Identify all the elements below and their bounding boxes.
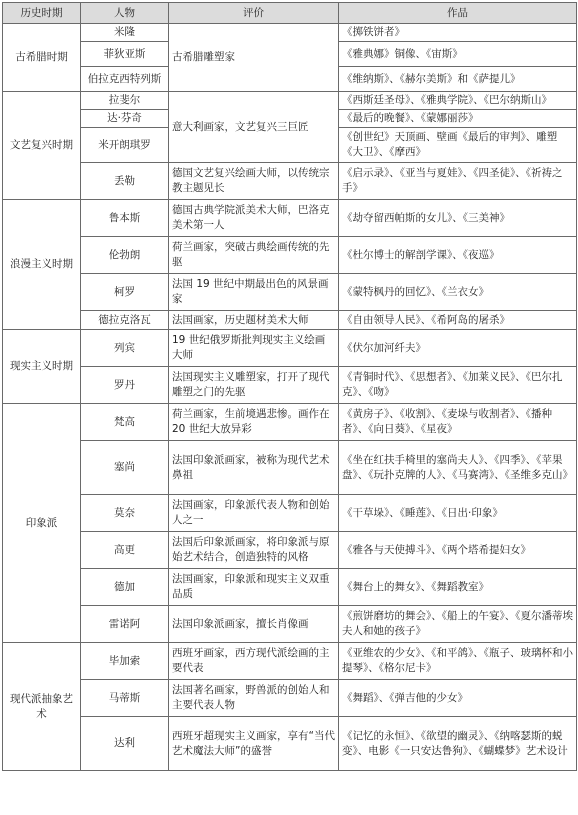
table-row [3, 367, 577, 404]
person-cell: 塞尚 [81, 441, 169, 495]
works-cell: 《维纳斯》、《赫尔美斯》和《萨提儿》 [339, 67, 577, 92]
person-cell: 米隆 [81, 24, 169, 42]
evaluation-cell: 西班牙超现实主义画家，享有“当代艺术魔法大师”的盛誉 [169, 717, 339, 771]
person-cell: 伯拉克西特列斯 [81, 67, 169, 92]
works-cell: 《雅各与天使搏斗》、《两个塔希提妇女》 [339, 532, 577, 569]
person-cell: 马蒂斯 [81, 680, 169, 717]
person-cell: 菲狄亚斯 [81, 42, 169, 67]
works-cell: 《舞蹈》、《弹吉他的少女》 [339, 680, 577, 717]
works-cell: 《最后的晚餐》、《蒙娜丽莎》 [339, 110, 577, 128]
works-cell: 《青铜时代》、《思想者》、《加莱义民》、《巴尔扎克》、《吻》 [339, 367, 577, 404]
works-cell: 《记忆的永恒》、《欲望的幽灵》、《纳喀瑟斯的蜕变》、电影《一只安达鲁狗》、《蝴蝶梦》艺术设计 [339, 717, 577, 771]
person-cell: 罗丹 [81, 367, 169, 404]
person-cell: 鲁本斯 [81, 200, 169, 237]
person-cell: 梵高 [81, 404, 169, 441]
works-cell: 《亚维农的少女》、《和平鸽》、《瓶子、玻璃杯和小提琴》、《格尔尼卡》 [339, 643, 577, 680]
table-row [3, 680, 577, 717]
person-cell: 德加 [81, 569, 169, 606]
header-works: 作品 [339, 3, 577, 24]
works-cell: 《杜尔博士的解剖学课》、《夜巡》 [339, 237, 577, 274]
works-cell: 《干草垛》、《睡莲》、《日出·印象》 [339, 495, 577, 532]
works-cell: 《蒙特枫丹的回忆》、《兰衣女》 [339, 274, 577, 311]
period-cell: 现实主义时期 [3, 330, 81, 404]
person-cell: 列宾 [81, 330, 169, 367]
table-row [3, 643, 577, 680]
table-row [3, 441, 577, 495]
evaluation-cell: 西班牙画家，西方现代派绘画的主要代表 [169, 643, 339, 680]
table-row [3, 569, 577, 606]
person-cell: 德拉克洛瓦 [81, 311, 169, 330]
evaluation-cell: 法国画家，历史题材美术大师 [169, 311, 339, 330]
evaluation-cell: 法国画家，印象派和现实主义双重品质 [169, 569, 339, 606]
table-row [3, 200, 577, 237]
evaluation-cell: 德国古典学院派美术大师，巴洛克美术第一人 [169, 200, 339, 237]
table-row [3, 717, 577, 771]
table-row [3, 163, 577, 200]
evaluation-cell: 法国画家，印象派代表人物和创始人之一 [169, 495, 339, 532]
person-cell: 米开朗琪罗 [81, 128, 169, 163]
header-period: 历史时期 [3, 3, 81, 24]
works-cell: 《劫夺留西帕斯的女儿》、《三美神》 [339, 200, 577, 237]
person-cell: 高更 [81, 532, 169, 569]
evaluation-cell: 法国著名画家，野兽派的创始人和主要代表人物 [169, 680, 339, 717]
table-row [3, 532, 577, 569]
evaluation-cell: 荷兰画家，生前境遇悲惨。画作在 20 世纪大放异彩 [169, 404, 339, 441]
period-cell: 印象派 [3, 404, 81, 643]
table-row [3, 330, 577, 367]
works-cell: 《西斯廷圣母》、《雅典学院》、《巴尔纳斯山》 [339, 92, 577, 110]
person-cell: 达利 [81, 717, 169, 771]
works-cell: 《伏尔加河纤夫》 [339, 330, 577, 367]
person-cell: 丢勒 [81, 163, 169, 200]
table-row [3, 24, 577, 42]
table-row [3, 311, 577, 330]
art-history-table [2, 2, 577, 771]
works-cell: 《煎饼磨坊的舞会》、《船上的午宴》、《夏尔潘蒂埃夫人和她的孩子》 [339, 606, 577, 643]
period-cell: 浪漫主义时期 [3, 200, 81, 330]
works-cell: 《舞台上的舞女》、《舞蹈教室》 [339, 569, 577, 606]
person-cell: 雷诺阿 [81, 606, 169, 643]
works-cell: 《创世纪》天顶画、壁画《最后的审判》、雕塑《大卫》、《摩西》 [339, 128, 577, 163]
period-cell: 文艺复兴时期 [3, 92, 81, 200]
person-cell: 莫奈 [81, 495, 169, 532]
works-cell: 《启示录》、《亚当与夏娃》、《四圣徒》、《祈祷之手》 [339, 163, 577, 200]
person-cell: 达·芬奇 [81, 110, 169, 128]
works-cell: 《自由领导人民》、《希阿岛的屠杀》 [339, 311, 577, 330]
evaluation-cell: 法国 19 世纪中期最出色的风景画家 [169, 274, 339, 311]
evaluation-cell: 法国印象派画家，擅长肖像画 [169, 606, 339, 643]
person-cell: 拉斐尔 [81, 92, 169, 110]
person-cell: 毕加索 [81, 643, 169, 680]
table-row [3, 274, 577, 311]
evaluation-cell: 德国文艺复兴绘画大师，以传统宗教主题见长 [169, 163, 339, 200]
header-row [3, 3, 577, 24]
period-cell: 现代派抽象艺术 [3, 643, 81, 771]
table-row [3, 495, 577, 532]
table-row [3, 404, 577, 441]
evaluation-cell: 古希腊雕塑家 [169, 24, 339, 92]
period-cell: 古希腊时期 [3, 24, 81, 92]
evaluation-cell: 意大利画家，文艺复兴三巨匠 [169, 92, 339, 163]
evaluation-cell: 法国印象派画家，被称为现代艺术鼻祖 [169, 441, 339, 495]
evaluation-cell: 法国现实主义雕塑家，打开了现代雕塑之门的先驱 [169, 367, 339, 404]
works-cell: 《坐在红扶手椅里的塞尚夫人》、《四季》、《苹果盘》、《玩扑克牌的人》、《马赛湾》、《圣维多克山》 [339, 441, 577, 495]
person-cell: 柯罗 [81, 274, 169, 311]
table-row [3, 606, 577, 643]
header-person: 人物 [81, 3, 169, 24]
table-row [3, 92, 577, 110]
evaluation-cell: 19 世纪俄罗斯批判现实主义绘画大师 [169, 330, 339, 367]
works-cell: 《黄房子》、《收割》、《麦垛与收割者》、《播种者》、《向日葵》、《星夜》 [339, 404, 577, 441]
table-row [3, 237, 577, 274]
works-cell: 《掷铁饼者》 [339, 24, 577, 42]
person-cell: 伦勃朗 [81, 237, 169, 274]
works-cell: 《雅典娜》铜像、《宙斯》 [339, 42, 577, 67]
header-evaluation: 评价 [169, 3, 339, 24]
evaluation-cell: 法国后印象派画家，将印象派与原始艺术结合，创造独特的风格 [169, 532, 339, 569]
evaluation-cell: 荷兰画家，突破古典绘画传统的先驱 [169, 237, 339, 274]
